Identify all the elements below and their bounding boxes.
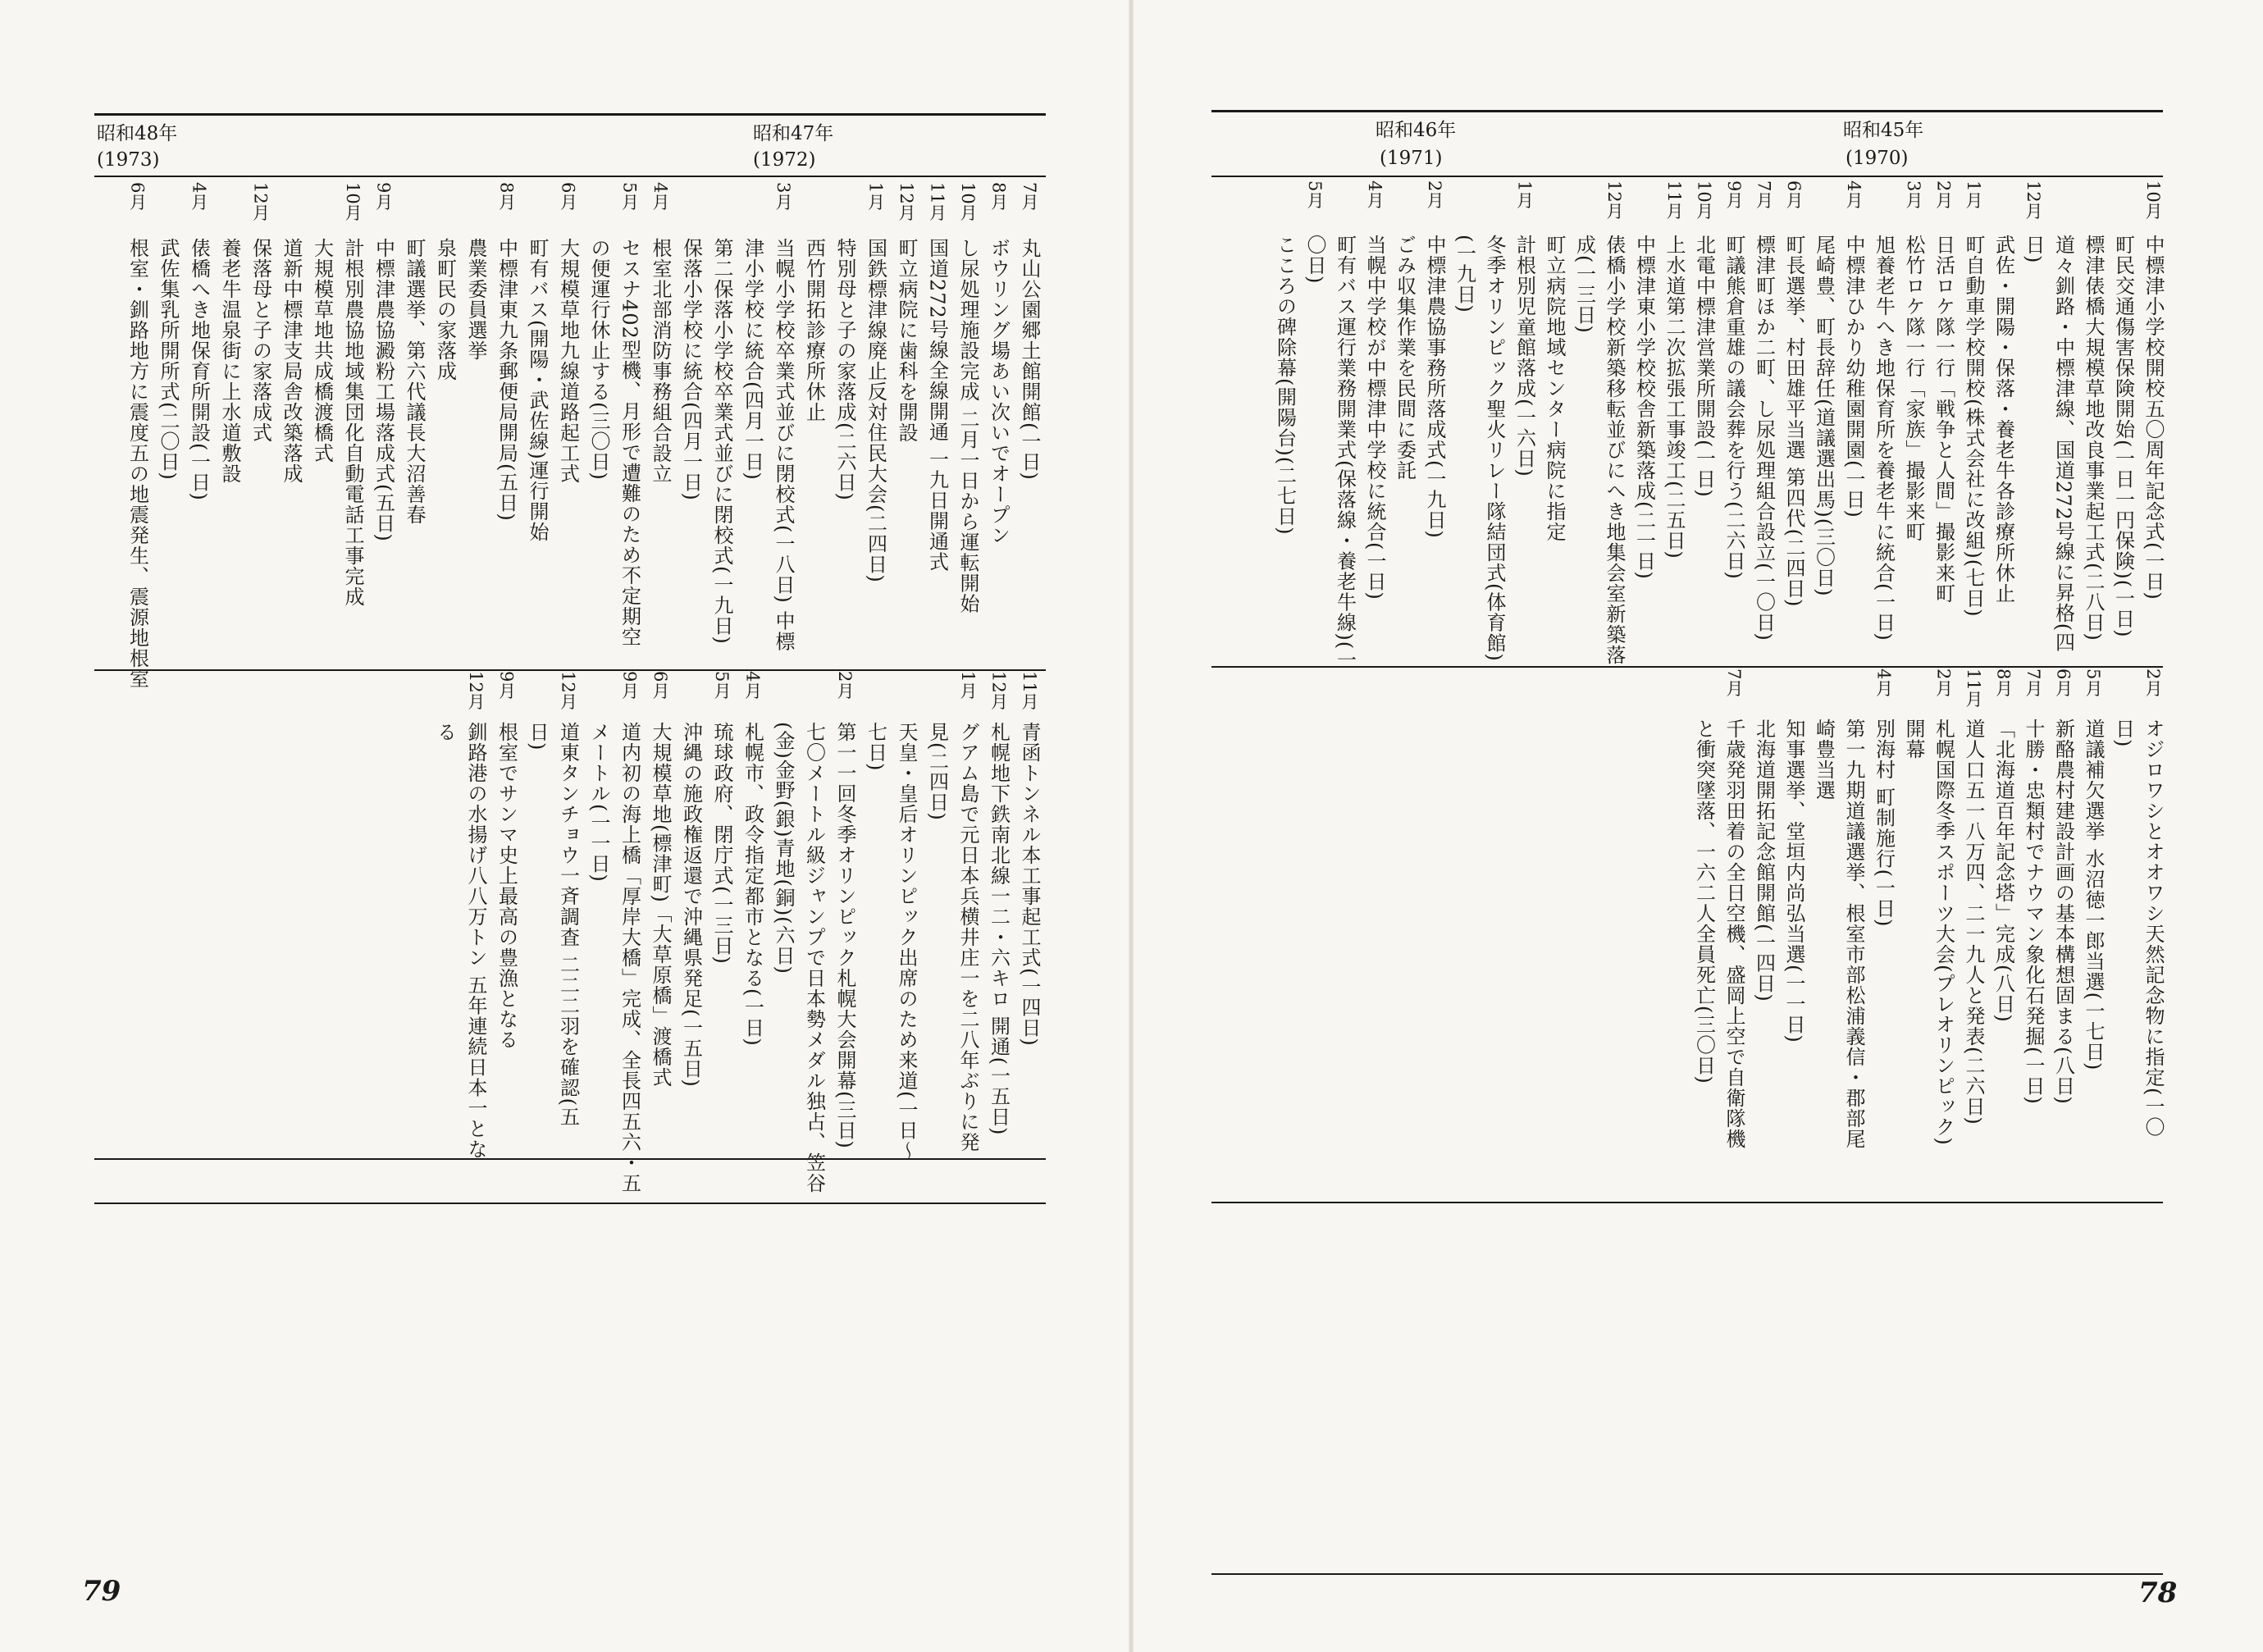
chronology-entry: 中標津東小学校校舎新築落成(二一日) [1632,235,1656,580]
month-label: 6月 [558,182,578,211]
chronology-entry: 中標津ひかり幼稚園開園(一日) [1842,235,1865,518]
chronology-entry: 特別母と子の家落成(二六日) [833,238,856,501]
chronology-entry: 道議補欠選挙 水沼徳一郎当選(一七日) [2082,719,2105,1071]
month-label: 9月 [373,182,394,211]
chronology-entry: 計根別農協地域集団化自動電話工事完成 [341,238,364,607]
chronology-entry: 道新中標津支局舎改築落成 [280,238,303,484]
chronology-entry: (一九日) [1453,235,1476,313]
page-number: 79 [82,1575,121,1608]
chronology-entry: 知事選挙、堂垣内尚弘当選(一一日) [1782,719,1805,1043]
chronology-entry: 町議熊倉重雄の議会葬を行う(二六日) [1722,235,1745,580]
month-label: 3月 [773,182,793,211]
chronology-entry: 大規模草地九線道路起工式 [556,238,580,484]
chronology-entry: 冬季オリンピック聖火リレー隊結団式(体育館) [1483,235,1506,662]
chronology-entry: 中標津農協澱粉工場落成式(五日) [372,238,395,542]
chronology-entry: 武佐・開陽・保落・養老牛各診療所休止 [1992,235,2015,604]
chronology-entry: 第二保落小学校卒業式並びに閉校式(一九日) [710,238,733,645]
month-label: 2月 [1933,180,1954,209]
year-gregorian-1971: (1971) [1380,148,1443,169]
chronology-entry: 丸山公園郷土館開館(一日) [1018,238,1041,481]
month-label: 2月 [835,671,855,700]
month-label: 9月 [496,671,517,700]
chronology-entry: 尾崎豊、町長辞任(道議選出馬)(三〇日) [1812,235,1836,597]
month-label: 6月 [2053,669,2074,697]
month-label: 4月 [1873,669,1894,697]
month-label: 2月 [1425,180,1444,209]
chronology-entry: 国道272号線全線開通 一九日開通式 [925,238,949,573]
chronology-entry: (金)金野(銀)青地(銅)(六日) [772,722,795,974]
chronology-entry: 上水道第二次拡張工事竣工(二五日) [1663,235,1686,559]
month-label: 12月 [250,182,271,221]
chronology-entry: 当幌中学校が中標津中学校に統合(一日) [1363,235,1386,600]
year-era-1972: 昭和47年 [753,123,834,144]
month-label: 5月 [619,182,640,211]
chronology-entry: 七日) [864,722,887,772]
month-label: 7月 [1754,180,1774,209]
chronology-entry: 当幌小学校卒業式並びに閉校式(一八日) 中標 [772,238,795,652]
chronology-entry: 町立病院に歯科を開設 [895,238,918,443]
table-bottom-rule [1211,1202,2163,1203]
chronology-entry: 標津俵橋大規模草地改良事業起工式(二八日) [2082,235,2105,641]
chronology-entry: 成(一三日) [1572,235,1596,334]
chronology-entry: 松竹ロケ隊一行「家族」撮影来町 [1902,235,1925,542]
chronology-entry: 武佐集乳所開所式(二〇日) [157,238,180,481]
chronology-entry: 標津町ほか二町、し尿処理組合設立(一〇日) [1752,235,1776,641]
chronology-entry: し尿処理施設完成 二月一日から運転開始 [956,238,979,614]
chronology-entry: 北海道開拓記念館開館(一四日) [1752,719,1776,1002]
chronology-entry: 根室北部消防事務組合設立 [649,238,672,484]
month-label: 1月 [1964,180,1983,209]
chronology-entry: 町有バス運行業務開業式(保落線・養老牛線)(一 [1333,235,1357,671]
year-era-1973: 昭和48年 [97,123,178,144]
chronology-entry: 根室でサンマ史上最高の豊漁となる [495,722,518,1050]
chronology-entry: 町立病院地域センター病院に指定 [1543,235,1566,542]
chronology-entry: 津小学校に統合(四月一日) [741,238,764,481]
chronology-entry: 町民交通傷害保険開始(一日一円保険)(一日) [2111,235,2135,638]
chronology-entry: 町議選挙、第六代議長大沼善春 [403,238,426,525]
chronology-entry: 崎豊当選 [1812,719,1836,801]
chronology-entry: 根室・釧路地方に震度五の地震発生、震源地根室 [125,238,149,689]
month-label: 6月 [650,671,670,700]
month-label: 12月 [1604,180,1624,220]
month-label: 11月 [1020,671,1039,710]
month-label: 6月 [127,182,148,211]
month-label: 11月 [1964,669,1983,708]
chronology-entry: 大規模草地共成橋渡橋式 [310,238,334,463]
month-label: 12月 [558,671,578,710]
chronology-entry: 〇日) [1303,235,1326,285]
month-label: 9月 [1724,180,1744,209]
chronology-entry: 養老牛温泉街に上水道敷設 [218,238,241,484]
month-label: 12月 [897,182,916,221]
header-bottom-rule [94,176,1046,177]
chronology-entry: メートル(一一日) [587,722,610,883]
month-label: 12月 [466,671,486,710]
chronology-entry: 俵橋へき地保育所開設(一日) [187,238,211,501]
page-79 [0,0,1129,1652]
month-label: 9月 [619,671,640,700]
month-label: 1月 [958,671,978,700]
chronology-entry: 別海村 町制施行(一日) [1872,719,1896,928]
month-label: 7月 [2023,669,2043,697]
chronology-entry: 青函トンネル本工事起工式(一四日) [1018,722,1041,1047]
chronology-entry: 開幕 [1902,719,1925,760]
chronology-entry: 町自動車学校開校(株式会社に改組)(七日) [1962,235,1985,618]
chronology-entry: 町有バス(開陽・武佐線)運行開始 [526,238,549,542]
chronology-entry: 日) [526,722,549,751]
month-label: 2月 [2143,669,2163,697]
chronology-entry: 保落母と子の家落成式 [249,238,272,443]
chronology-entry: 保落小学校に統合(四月一日) [679,238,703,501]
month-label: 11月 [1664,180,1684,220]
header-top-rule [94,113,1046,116]
chronology-entry: 札幌地下鉄南北線一二・六キロ 開通(一五日) [987,722,1011,1136]
chronology-entry: ボウリング場あい次いでオープン [987,238,1011,545]
chronology-entry: ごみ収集作業を民間に委託 [1393,235,1417,481]
month-label: 2月 [1933,669,1954,697]
chronology-entry: 沖縄の施政権返還で沖縄県発足(一五日) [679,722,703,1088]
month-label: 8月 [496,182,517,211]
footer-rule [94,1202,1046,1204]
month-label: 5月 [1305,180,1325,209]
chronology-entry: 西竹開拓診療所休止 [802,238,826,422]
chronology-entry: 新酪農村建設計画の基本構想固まる(八日) [2051,719,2075,1105]
chronology-entry: 国鉄標津線廃止反対住民大会(二四日) [864,238,887,583]
month-label: 6月 [1784,180,1804,209]
month-label: 7月 [1724,669,1744,697]
chronology-entry: 十勝・忠類村でナウマン象化石発掘(一日) [2022,719,2045,1105]
chronology-entry: 大規模草地(標津町)「大草原橋」渡橋式 [649,722,672,1088]
chronology-entry: 中標津東九条郵便局開局(五日) [495,238,518,522]
chronology-entry: と衝突墜落、一六二人全員死亡(三〇日) [1692,719,1716,1084]
month-label: 11月 [927,182,947,221]
chronology-entry: の便運行休止する(三〇日) [587,238,610,481]
chronology-entry: 日) [2022,235,2045,264]
chronology-entry: 天皇・皇后オリンピック出席のため来道(一日～ [895,722,918,1161]
month-label: 4月 [1365,180,1385,209]
chronology-entry: る [433,722,457,742]
chronology-entry: 旭養老牛へき地保育所を養老牛に統合(一日) [1872,235,1896,641]
year-gregorian-1973: (1973) [97,149,160,171]
header-bottom-rule [1211,176,2163,177]
month-label: 8月 [1993,669,2014,697]
chronology-entry: 町長選挙、村田雄平当選 第四代(二四日) [1782,235,1805,608]
chronology-entry: 泉町民の家落成 [433,238,457,381]
chronology-entry: セスナ402型機、月形で遭難のため不定期空 [618,238,641,647]
chronology-entry: 琉球政府、閉庁式(一三日) [710,722,733,965]
chronology-entry: グアム島で元日本兵横井庄一を二八年ぶりに発 [956,722,979,1152]
year-era-1971: 昭和46年 [1376,120,1457,141]
chronology-entry: 俵橋小学校新築移転並びにへき地集会室新築落 [1603,235,1626,665]
month-label: 8月 [988,182,1009,211]
chronology-entry: 釧路港の水揚げ八八万トン 五年連続日本一とな [464,722,487,1160]
month-label: 1月 [1514,180,1535,209]
chronology-entry: 見(二四日) [925,722,949,821]
chronology-entry: 第一一回冬季オリンピック札幌大会開幕(三日) [833,722,856,1149]
month-label: 4月 [650,182,670,211]
month-label: 3月 [1904,180,1923,209]
chronology-entry: 道人口五一八万四、二一九人と発表(二六日) [1962,719,1985,1125]
chronology-entry: 道々釧路・中標津線、国道272号線に昇格(四 [2051,235,2075,653]
chronology-entry: 中標津農協事務所落成式(一九日) [1423,235,1446,539]
page-78 [1134,0,2263,1652]
chronology-entry: 第一九期道議選挙、根室市部松浦義信・郡部尾 [1842,719,1865,1149]
chronology-entry: 農業委員選挙 [464,238,487,361]
month-label: 4月 [189,182,209,211]
month-label: 4月 [742,671,763,700]
month-label: 10月 [2143,180,2163,220]
month-label: 5月 [712,671,732,700]
chronology-entry: 「北海道百年記念塔」完成(八日) [1992,719,2015,1023]
page-number: 78 [2138,1577,2178,1609]
year-gregorian-1972: (1972) [753,149,816,171]
chronology-entry: 札幌国際冬季スポーツ大会(プレオリンピック) [1932,719,1955,1146]
chronology-entry: 道東タンチョウ一斉調査 二二二羽を確認(五 [556,722,580,1127]
year-era-1970: 昭和45年 [1843,120,1924,141]
footer-rule [1211,1573,2163,1575]
header-top-rule [1211,110,2163,112]
year-gregorian-1970: (1970) [1846,148,1909,169]
chronology-entry: オジロワシとオオワシ天然記念物に指定(一〇 [2142,719,2165,1138]
month-label: 10月 [1694,180,1714,220]
month-label: 5月 [2083,669,2103,697]
month-label: 1月 [865,182,886,211]
chronology-entry: 七〇メートル級ジャンプで日本勢メダル独占、笠谷 [802,722,826,1193]
month-label: 4月 [1844,180,1864,209]
month-label: 7月 [1020,182,1039,211]
month-label: 10月 [343,182,363,221]
chronology-entry: こころの碑除幕(開陽台)(二七日) [1273,235,1297,536]
chronology-entry: 計根別児童館落成(一六日) [1512,235,1536,477]
chronology-entry: 中標津小学校開校五〇周年記念式(一日) [2142,235,2165,600]
month-label: 12月 [2023,180,2043,220]
month-label: 12月 [988,671,1009,710]
chronology-entry: 道内初の海上橋「厚岸大橋」完成、全長四五六・五 [618,722,641,1193]
month-label: 10月 [958,182,978,221]
chronology-entry: 北電中標津営業所開設(一日) [1692,235,1716,498]
chronology-entry: 日) [2111,719,2135,748]
chronology-entry: 札幌市、政令指定都市となる(一日) [741,722,764,1047]
chronology-entry: 千歳発羽田着の全日空機、盛岡上空で自衛隊機 [1722,719,1745,1149]
chronology-entry: 日活ロケ隊一行「戦争と人間」撮影来町 [1932,235,1955,604]
